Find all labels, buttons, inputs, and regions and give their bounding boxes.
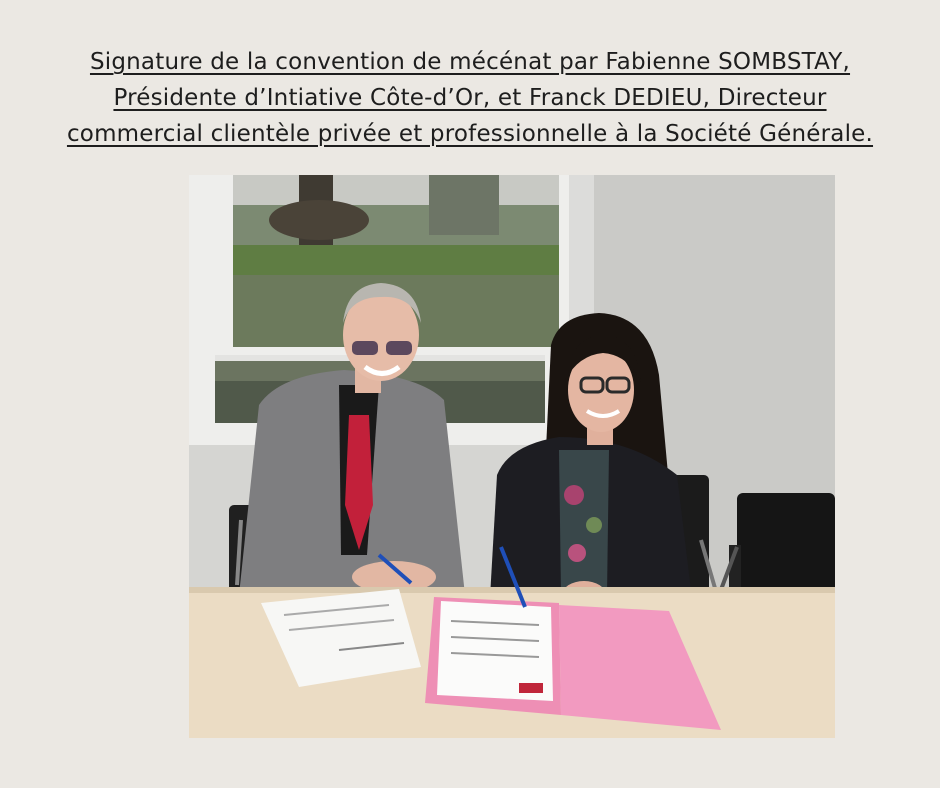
caption-line-2: Présidente d’Intiative Côte-d’Or, et Franck DEDIEU, Directeur: [113, 85, 827, 111]
photo-caption: [20, 44, 920, 152]
signing-photo: [189, 175, 835, 738]
caption-line-3: commercial clientèle privée et professionnelle à la Société Générale.: [66, 121, 874, 147]
signing-photo-illustration: [189, 175, 835, 738]
caption-line-1: Signature de la convention de mécénat par Fabienne SOMBSTAY,: [89, 49, 851, 75]
